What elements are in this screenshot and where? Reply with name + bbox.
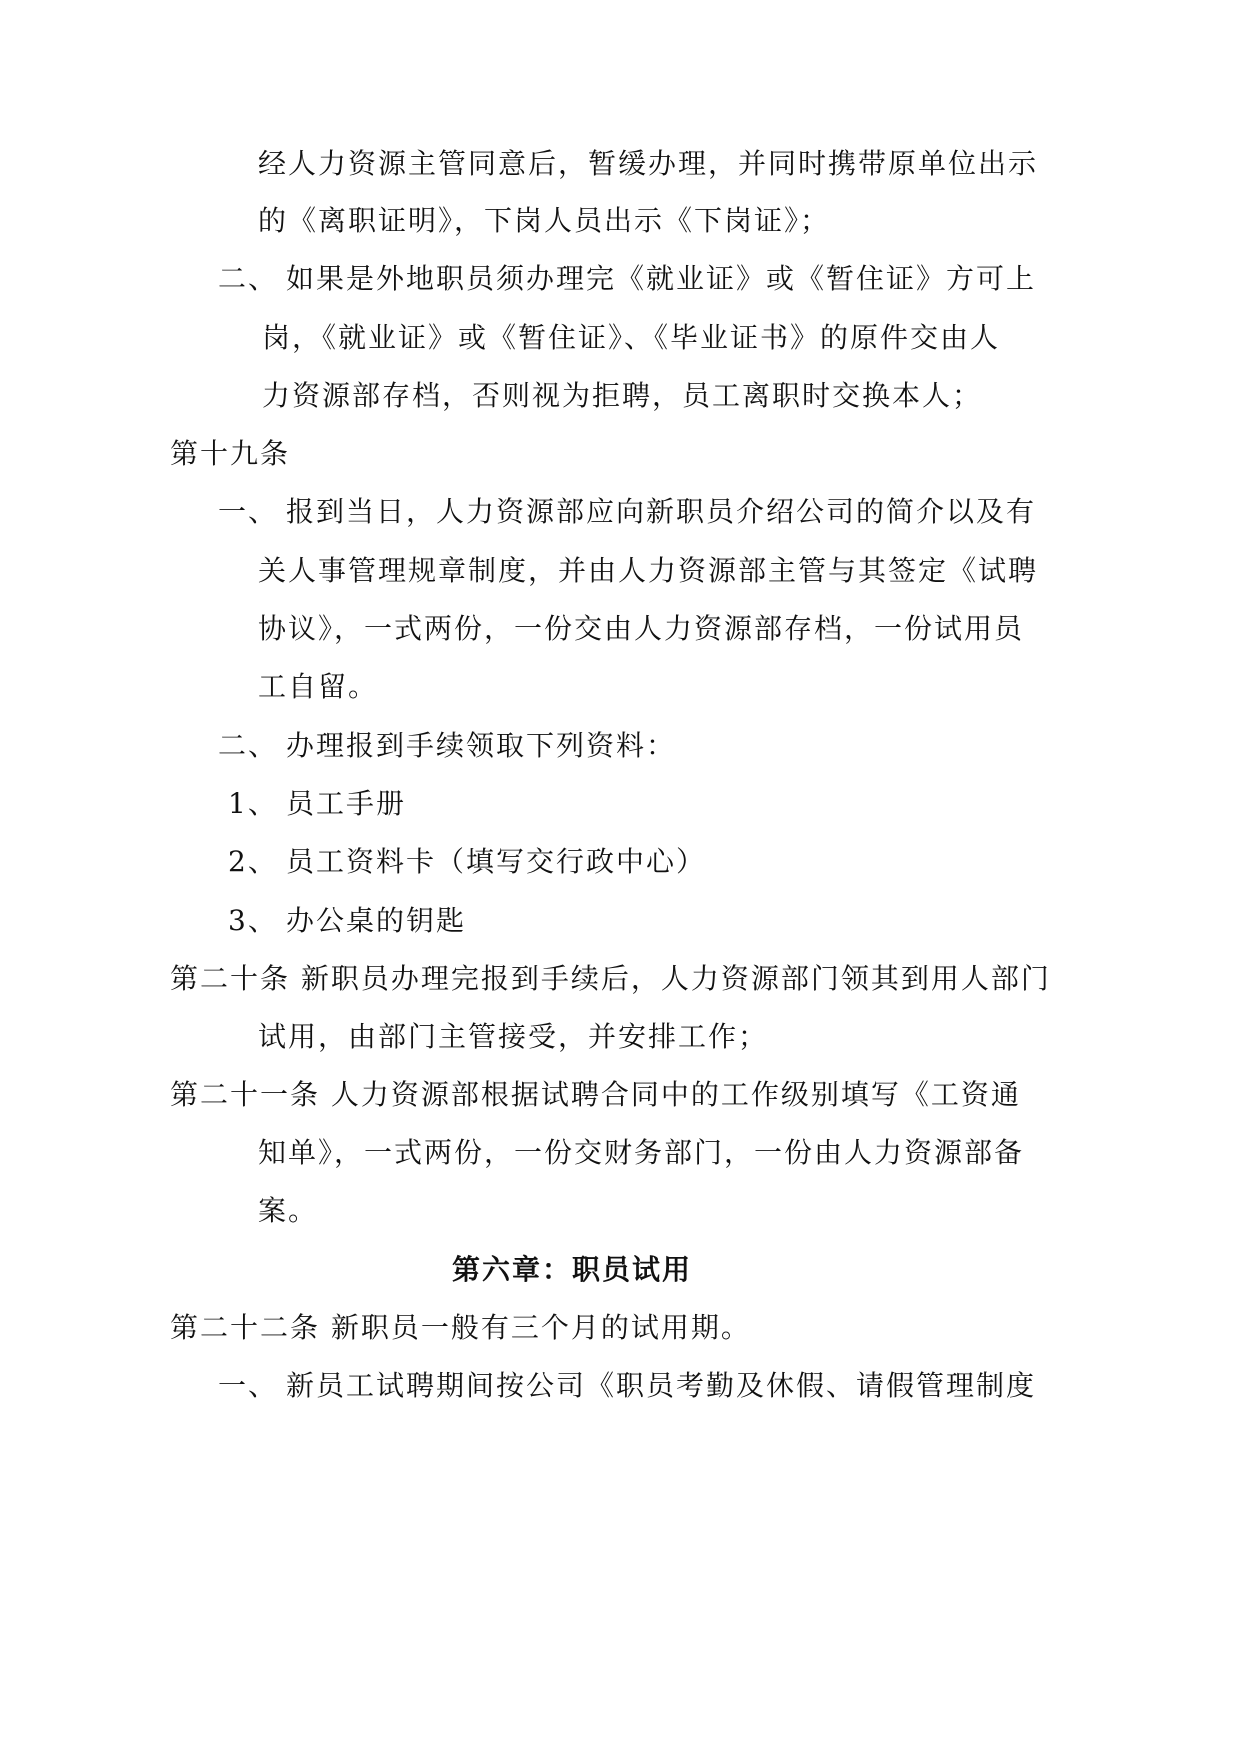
list-marker: 一、 (218, 495, 279, 528)
text-line: 办理报到手续领取下列资料： (286, 729, 677, 762)
text-line: 知单》，一式两份，一份交财务部门，一份由人力资源部备 (258, 1136, 1025, 1169)
text-line: 试用，由部门主管接受，并安排工作； (258, 1020, 769, 1053)
text-line: 工自留。 (258, 670, 379, 703)
text-line: 的《离职证明》，下岗人员出示《下岗证》； (258, 204, 831, 237)
text-line: 报到当日，人力资源部应向新职员介绍公司的简介以及有 (286, 495, 1037, 528)
list-marker: 一、 (218, 1369, 279, 1402)
article-heading: 第十九条 (170, 437, 291, 470)
text-line: 岗，《就业证》或《暂住证》、《毕业证书》的原件交由人 (262, 321, 1001, 354)
list-marker: 二、 (218, 262, 279, 295)
chapter-heading: 第六章：职员试用 (452, 1253, 693, 1286)
list-item: 员工资料卡（填写交行政中心） (286, 845, 707, 878)
text-line: 第二十一条 人力资源部根据试聘合同中的工作级别填写《工资通 (170, 1078, 1021, 1111)
list-marker: 二、 (218, 729, 279, 762)
text-line: 协议》，一式两份，一份交由人力资源部存档，一份试用员 (258, 612, 1025, 645)
text-line: 第二十条 新职员办理完报到手续后，人力资源部门领其到用人部门 (170, 962, 1051, 995)
list-item: 办公桌的钥匙 (286, 904, 467, 937)
list-item: 员工手册 (286, 787, 407, 820)
text-line: 经人力资源主管同意后，暂缓办理，并同时携带原单位出示 (258, 147, 1039, 180)
text-line: 第二十二条 新职员一般有三个月的试用期。 (170, 1311, 751, 1344)
text-line: 力资源部存档，否则视为拒聘，员工离职时交换本人； (262, 379, 983, 412)
text-line: 案。 (258, 1194, 319, 1227)
text-line: 新员工试聘期间按公司《职员考勤及休假、请假管理制度 (286, 1369, 1037, 1402)
list-marker: 1、 (228, 787, 278, 820)
text-line: 关人事管理规章制度，并由人力资源部主管与其签定《试聘 (258, 554, 1039, 587)
list-marker: 2、 (228, 845, 278, 878)
text-line: 如果是外地职员须办理完《就业证》或《暂住证》方可上 (286, 262, 1037, 295)
list-marker: 3、 (228, 904, 278, 937)
